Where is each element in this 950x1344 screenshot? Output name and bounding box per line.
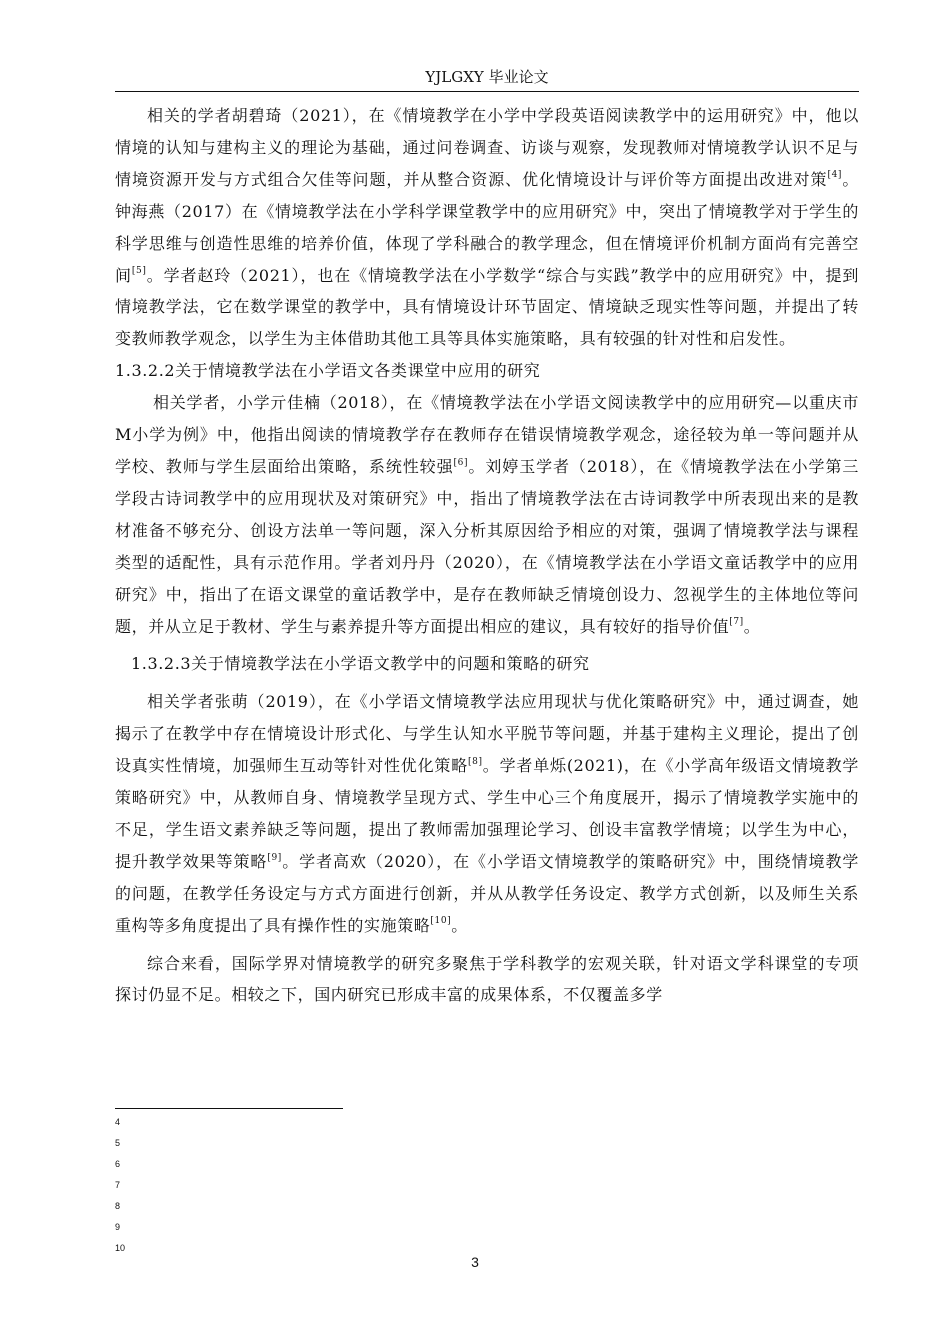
paragraph-text: 。刘婷玉学者（2018），在《情境教学法在小学第三学段古诗词教学中的应用现状及对策研究》中，指出了情境教学法在古诗词教学中所表现出来的是教材准备不够充分、创设方法单一等问题，深入分析其原因给予相应的对策，强调了情境教学法与课程类型的适配性，具有示范作用。学者刘丹丹（2020），在《情境教学法在小学语文童话教学中的应用研究》中，指出了在语文课堂的童话教学中，是存在教师缺乏情境创设力、忽视学生的主体地位等问题，并从立足于教材、学生与素养提升等方面提出相应的建议，具有较好的指导价值 (115, 456, 859, 636)
body-text (115, 100, 859, 1011)
footnote-item: 6 (115, 1159, 121, 1169)
page-number: 3 (471, 1254, 479, 1270)
footnote-item: 7 (115, 1180, 121, 1190)
paragraph-text: 。学者高欢（2020），在《小学语文情境教学的策略研究》中，围绕情境教学的问题，在教学任务设定与方式方面进行创新，并从从教学任务设定、教学方式创新，以及师生关系重构等多角度提出了具有操作性的实施策略 (115, 851, 859, 935)
footnote-item: 9 (115, 1222, 121, 1232)
citation-ref: [4] (827, 170, 843, 181)
paragraph-text: 。学者赵玲（2021），也在《情境教学法在小学数学“综合与实践”教学中的应用研究》中，提到情境教学法，它在数学课堂的教学中，具有情境设计环节固定、情境缺乏现实性等问题，并提出了转变教师教学观念，以学生为主体借助其他工具等具体实施策略，具有较强的针对性和启发性。 (115, 265, 859, 349)
paragraph-text: 。钟海燕（2017）在《情境教学法在小学科学课堂教学中的应用研究》中，突出了情境教学对于学生的科学思维与创造性思维的培养价值，体现了学科融合的教学理念，但在情境评价机制方面尚有完善空间 (115, 169, 859, 285)
paragraph-text: 。学者单烁(2021)，在《小学高年级语文情境教学策略研究》中，从教师自身、情境教学呈现方式、学生中心三个角度展开，揭示了情境教学实施中的不足，学生语文素养缺乏等问题，提出了教师需加强理论学习、创设丰富教学情境；以学生为中心，提升教学效果等策略 (115, 756, 859, 871)
paragraph-text: 。 (743, 616, 761, 636)
paragraph-text: 。 (451, 915, 468, 935)
citation-ref: [6] (453, 457, 469, 468)
citation-ref: [7] (729, 617, 744, 628)
citation-ref: [8] (468, 756, 483, 767)
citation-ref: [10] (430, 916, 452, 927)
paragraph-2 (115, 387, 859, 642)
section-heading-1-3-2-2: 1.3.2.2关于情境教学法在小学语文各类课堂中应用的研究 (115, 361, 541, 381)
paragraph-text: 相关的学者胡碧琦（2021），在《情境教学在小学中学段英语阅读教学中的运用研究》中，他以情境的认知与建构主义的理论为基础，通过问卷调查、访谈与观察，发现教师对情境教学认识不足与情境资源开发与方式组合欠佳等问题，并从整合资源、优化情境设计与评价等方面提出改进对策 (115, 106, 859, 189)
footnote-rule (115, 1108, 343, 1109)
footnote-item: 5 (115, 1138, 121, 1148)
paragraph-text: 相关学者张萌（2019），在《小学语文情境教学法应用现状与优化策略研究》中，通过调查，她揭示了在教学中存在情境设计形式化、与学生认知水平脱节等问题，并基于建构主义理论，提出了创设真实性情境，加强师生互动等针对性优化策略 (115, 692, 859, 776)
footnote-list (115, 1112, 125, 1259)
citation-ref: [9] (267, 852, 282, 863)
running-header: YJLGXY 毕业论文 (425, 68, 549, 86)
citation-ref: [5] (131, 266, 147, 277)
paragraph-4: 综合来看，国际学界对情境教学的研究多聚焦于学科教学的宏观关联，针对语文学科课堂的专项探讨仍显不足。相较之下，国内研究已形成丰富的成果体系，不仅覆盖多学 (115, 953, 859, 1005)
paragraph-text: 相关学者，小学亓佳楠（2018），在《情境教学法在小学语文阅读教学中的应用研究—以重庆市M小学为例》中，他指出阅读的情境教学存在教师存在错误情境教学观念，途径较为单一等问题并从学校、教师与学生层面给出策略，系统性较强 (115, 393, 859, 476)
footnote-item: 8 (115, 1201, 121, 1211)
section-heading-1-3-2-3: 1.3.2.3关于情境教学法在小学语文教学中的问题和策略的研究 (131, 654, 590, 674)
paragraph-3 (115, 686, 859, 941)
footnote-item: 4 (115, 1117, 121, 1127)
footnote-item: 10 (115, 1243, 126, 1253)
paragraph-1 (115, 100, 859, 355)
header-rule (115, 91, 859, 92)
